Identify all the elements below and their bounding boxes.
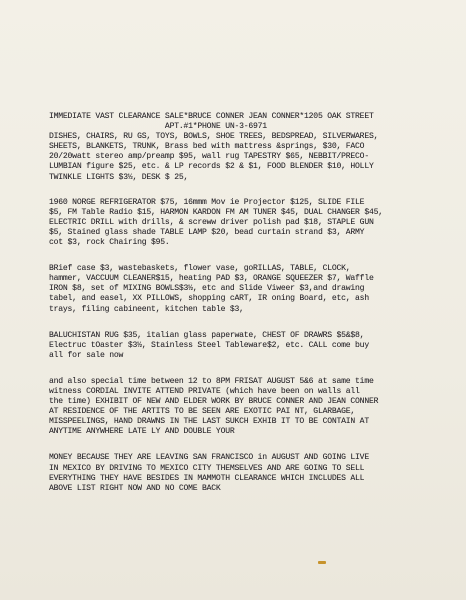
text-line: APT.#1*PHONE UN-3-6971 [49,122,267,132]
text-line: Electruc tOaster $3½, Stainless Steel Tableware$2, etc. CALL come buy [49,340,369,350]
text-line: TWINKLE LIGHTS $3½, DESK $ 25, [49,172,189,182]
text-line: cot $3, rock Chairing $95. [49,238,170,248]
text-line: BRief case $3, wastebaskets, flower vase, goRILLAS, TABLE, CLOCK, [49,264,351,274]
text-line: IN MEXICO BY DRIVING TO MEXICO CITY THEMSELVES AND ARE GOING TO SELL [49,463,365,473]
text-line: hammer, VACCUUM CLEANER$15, heating PAD $3, ORANGE SQUEEZER $7, Waffle [49,274,374,284]
text-line: LUMBIAN figure $25, etc. & LP records $2 & $1, FOOD BLENDER $10, HOLLY [49,162,374,172]
typed-document [49,112,441,494]
text-line: MONEY BECAUSE THEY ARE LEAVING SAN FRANCISCO in AUGUST AND GOING LIVE [49,453,369,463]
text-line: ABOVE LIST RIGHT NOW AND NO COME BACK [49,483,221,493]
text-line: ELECTRIC DRILL with drills, & screww driver polish pad $18, STAPLE GUN [49,217,374,227]
text-line: 20/20watt stereo amp/preamp $95, wall rug TAPESTRY $65, NEBBIT/PRECO- [49,152,369,162]
paragraph-exhibit-invite [49,377,441,438]
text-line: all for sale now [49,350,124,360]
text-line: $5, Stained glass shade TABLE LAMP $20, bead curtain strand $3, ARMY [49,227,365,237]
text-line: witness CORDIAL INVITE ATTEND PRIVATE (which have been on walls all [49,386,360,396]
paragraph-appliances [49,198,441,248]
text-line: $5, FM Table Radio $15, HARMON KARDON FM AM TUNER $45, DUAL CHANGER $45, [49,207,383,217]
text-line: and also special time between 12 to 8PM FRISAT AUGUST 5&6 at same time [49,376,374,386]
text-line: the time) EXHIBIT OF NEW AND ELDER WORK BY BRUCE CONNER AND JEAN CONNER [49,397,379,407]
stain-mark [318,561,326,564]
text-line: AT RESIDENCE OF THE ARTITS TO BE SEEN ARE EXOTIC PAI NT, GLARBAGE, [49,407,356,417]
text-line: EVERYTHING THEY HAVE BESIDES IN MAMMOTH CLEARANCE WHICH INCLUDES ALL [49,473,365,483]
paragraph-rugs-and-tableware [49,331,441,361]
text-line: ANYTIME ANYWHERE LATE LY AND DOUBLE YOUR [49,427,235,437]
text-line: tabel, and easel, XX PILLOWS, shopping cART, IR oning Board, etc, ash [49,294,369,304]
paragraph-sale-announcement [49,112,441,183]
text-line: DISHES, CHAIRS, RU GS, TOYS, BOWLS, SHOE TREES, BEDSPREAD, SILVERWARES, [49,132,379,142]
text-line: BALUCHISTAN RUG $35, italian glass paperwate, CHEST OF DRAWRS $5&$8, [49,330,365,340]
text-line: 1960 NORGE REFRIGERATOR $75, 16mmm Mov ie Projector $125, SLIDE FILE [49,197,365,207]
text-line: MISSPEELINGS, HAND DRAWNS IN THE LAST SUKCH EXHIB IT TO BE CONTAIN AT [49,417,369,427]
paragraph-household-items [49,264,441,314]
text-line: IRON $8, set of MIXING BOWLS$3½, etc and Slide Viweer $3,and drawing [49,284,365,294]
text-line: IMMEDIATE VAST CLEARANCE SALE*BRUCE CONNER JEAN CONNER*1205 OAK STREET [49,112,374,121]
paragraph-leaving-sf [49,453,441,493]
text-line: trays, filing cabineent, kitchen table $3, [49,304,244,314]
text-line: SHEETS, BLANKETS, TRUNK, Brass bed with mattress &springs, $30, FACO [49,142,365,152]
